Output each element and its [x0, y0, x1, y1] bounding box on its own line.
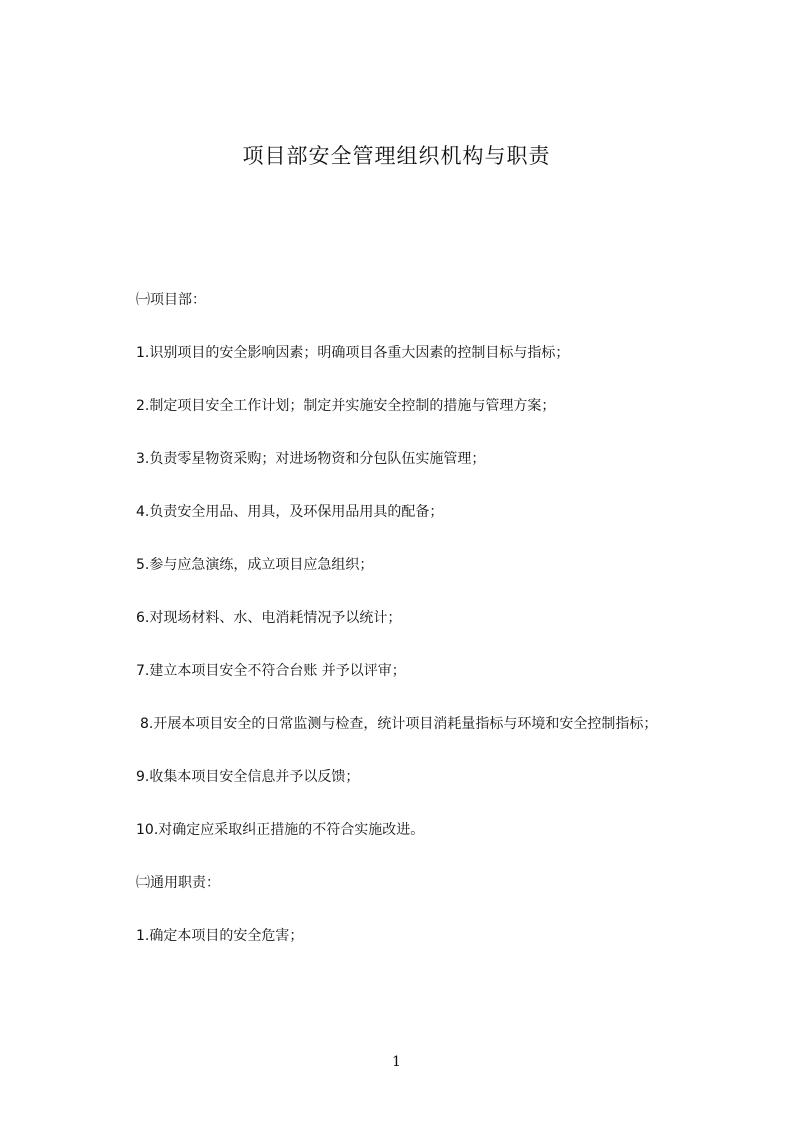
- list-item: 2.制定项目安全工作计划；制定并实施安全控制的措施与管理方案；: [136, 398, 556, 414]
- document-title: 项目部安全管理组织机构与职责: [242, 144, 551, 168]
- list-item: 4.负责安全用品、用具，及环保用品用具的配备；: [136, 504, 444, 520]
- list-item: 1.识别项目的安全影响因素；明确项目各重大因素的控制目标与指标；: [136, 345, 570, 361]
- section-heading: ㈡通用职责：: [136, 875, 220, 891]
- list-item: 8.开展本项目安全的日常监测与检查，统计项目消耗量指标与环境和安全控制指标；: [140, 716, 658, 732]
- list-item: 3.负责零星物资采购；对进场物资和分包队伍实施管理；: [136, 451, 486, 467]
- document-body: [104, 287, 714, 976]
- list-item: 7.建立本项目安全不符合台账 并予以评审；: [136, 663, 406, 679]
- list-item: 10.对确定应采取纠正措施的不符合实施改进。: [136, 822, 425, 838]
- list-item: 1.确定本项目的安全危害；: [136, 928, 304, 944]
- page-number: 1: [392, 1054, 401, 1070]
- list-item: 6.对现场材料、水、电消耗情况予以统计；: [136, 610, 402, 626]
- list-item: 9.收集本项目安全信息并予以反馈；: [136, 769, 360, 785]
- list-item: 5.参与应急演练，成立项目应急组织；: [136, 557, 374, 573]
- section-heading: ㈠项目部：: [136, 292, 206, 308]
